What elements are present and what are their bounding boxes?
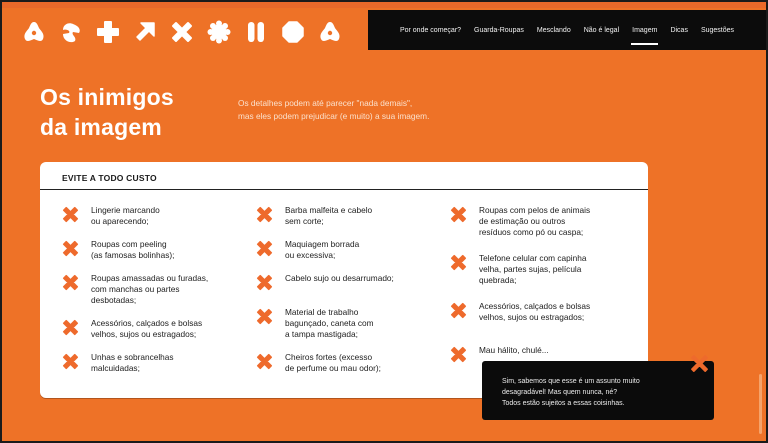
avoid-list-item — [450, 205, 630, 238]
avoid-list-item — [256, 352, 436, 374]
top-nav — [368, 10, 766, 50]
avoid-list-item-text: Telefone celular com capinha velha, partes sujas, película quebrada; — [479, 253, 587, 285]
top-strip — [2, 2, 766, 8]
x-mark-icon — [450, 302, 467, 319]
plus-round-icon[interactable] — [96, 20, 120, 44]
tooltip-line-1: Sim, sabemos que esse é um assunto muito — [502, 378, 640, 385]
double-pill-icon[interactable] — [244, 20, 268, 44]
avoid-list-item-text: Mau hálito, chulé... — [479, 345, 549, 355]
tooltip-close-icon[interactable] — [690, 354, 709, 373]
tooltip-text — [502, 376, 702, 409]
x-mark-icon — [256, 206, 273, 223]
x-mark-icon — [256, 353, 273, 370]
tri-blob-2-icon[interactable] — [318, 20, 342, 44]
avoid-list-item — [62, 318, 237, 340]
avoid-list-item-text: Unhas e sobrancelhas malcuidadas; — [91, 352, 174, 373]
avoid-list-item — [62, 273, 237, 306]
info-tooltip — [482, 361, 714, 420]
gear-blob-icon[interactable] — [207, 20, 231, 44]
x-mark-icon — [450, 346, 467, 363]
avoid-list-item — [62, 352, 237, 374]
page-title-line-1: Os inimigos — [40, 84, 174, 110]
page — [2, 2, 766, 441]
avoid-list-item — [450, 345, 630, 356]
avoid-list-item — [62, 205, 237, 227]
brand-shapes — [22, 19, 342, 45]
avoid-list-item-text: Barba malfeita e cabelo sem corte; — [285, 205, 373, 226]
x-mark-icon — [62, 240, 79, 257]
nav-item-dicas[interactable]: Dicas — [670, 26, 688, 34]
x-mark-icon — [450, 206, 467, 223]
nav-item-imagem[interactable]: Imagem — [632, 26, 658, 34]
card-title: EVITE A TODO CUSTO — [62, 173, 157, 183]
x-mark-icon — [62, 206, 79, 223]
page-title — [40, 82, 230, 142]
card-divider — [40, 189, 648, 190]
x-mark-icon — [62, 319, 79, 336]
avoid-list-item-text: Cabelo sujo ou desarrumado; — [285, 273, 394, 283]
avoid-list-item — [62, 239, 237, 261]
avoid-list-item-text: Material de trabalho bagunçado, caneta com a tampa mastigada; — [285, 307, 374, 339]
tri-blob-icon[interactable] — [22, 20, 46, 44]
nav-item-nao-e-legal[interactable]: Não é legal — [583, 26, 620, 34]
x-mark-icon — [62, 274, 79, 291]
scrollbar-thumb[interactable] — [759, 374, 762, 434]
page-subtitle — [238, 97, 498, 123]
x-mark-icon — [62, 353, 79, 370]
x-mark-icon — [450, 254, 467, 271]
octagon-icon[interactable] — [281, 20, 305, 44]
avoid-list-item — [256, 239, 436, 261]
avoid-list-item — [256, 273, 436, 284]
avoid-list-item — [256, 307, 436, 340]
x-mark-icon — [256, 240, 273, 257]
x-round-icon[interactable] — [170, 20, 194, 44]
tooltip-line-2: desagradável! Mas quem nunca, né? — [502, 389, 618, 396]
avoid-list-item — [256, 205, 436, 227]
tooltip-line-3: Todos estão sujeitos a essas coisinhas. — [502, 400, 625, 407]
avoid-list-item-text: Acessórios, calçados e bolsas velhos, sujos ou estragados; — [479, 301, 591, 322]
avoid-list-item-text: Maquiagem borrada ou excessiva; — [285, 239, 360, 260]
avoid-list-item — [450, 301, 630, 323]
page-subtitle-line-1: Os detalhes podem até parecer "nada demais", — [238, 98, 413, 108]
arrow-diag-icon[interactable] — [133, 20, 157, 44]
nav-item-por-onde-comecar[interactable]: Por onde começar? — [399, 26, 462, 34]
avoid-list-item — [450, 253, 630, 286]
avoid-list-item-text: Roupas amassadas ou furadas, com manchas ou partes desbotadas; — [91, 273, 209, 305]
nav-item-mesclando[interactable]: Mesclando — [536, 26, 571, 34]
wave-s-icon[interactable] — [59, 20, 83, 44]
page-subtitle-line-2: mas eles podem prejudicar (e muito) a sua imagem. — [238, 111, 430, 121]
avoid-list-item-text: Lingerie marcando ou aparecendo; — [91, 205, 160, 226]
nav-item-guarda-roupas[interactable]: Guarda-Roupas — [474, 26, 524, 34]
avoid-list-item-text: Acessórios, calçados e bolsas velhos, sujos ou estragados; — [91, 318, 203, 339]
avoid-list-item-text: Roupas com peeling (as famosas bolinhas); — [91, 239, 175, 260]
x-mark-icon — [256, 308, 273, 325]
avoid-list-item-text: Cheiros fortes (excesso de perfume ou mau odor); — [285, 352, 381, 373]
x-mark-icon — [256, 274, 273, 291]
page-title-line-2: da imagem — [40, 114, 162, 140]
nav-item-sugestoes[interactable]: Sugestões — [700, 26, 735, 34]
avoid-list-item-text: Roupas com pelos de animais de estimação ou outros resíduos como pó ou caspa; — [479, 205, 591, 237]
